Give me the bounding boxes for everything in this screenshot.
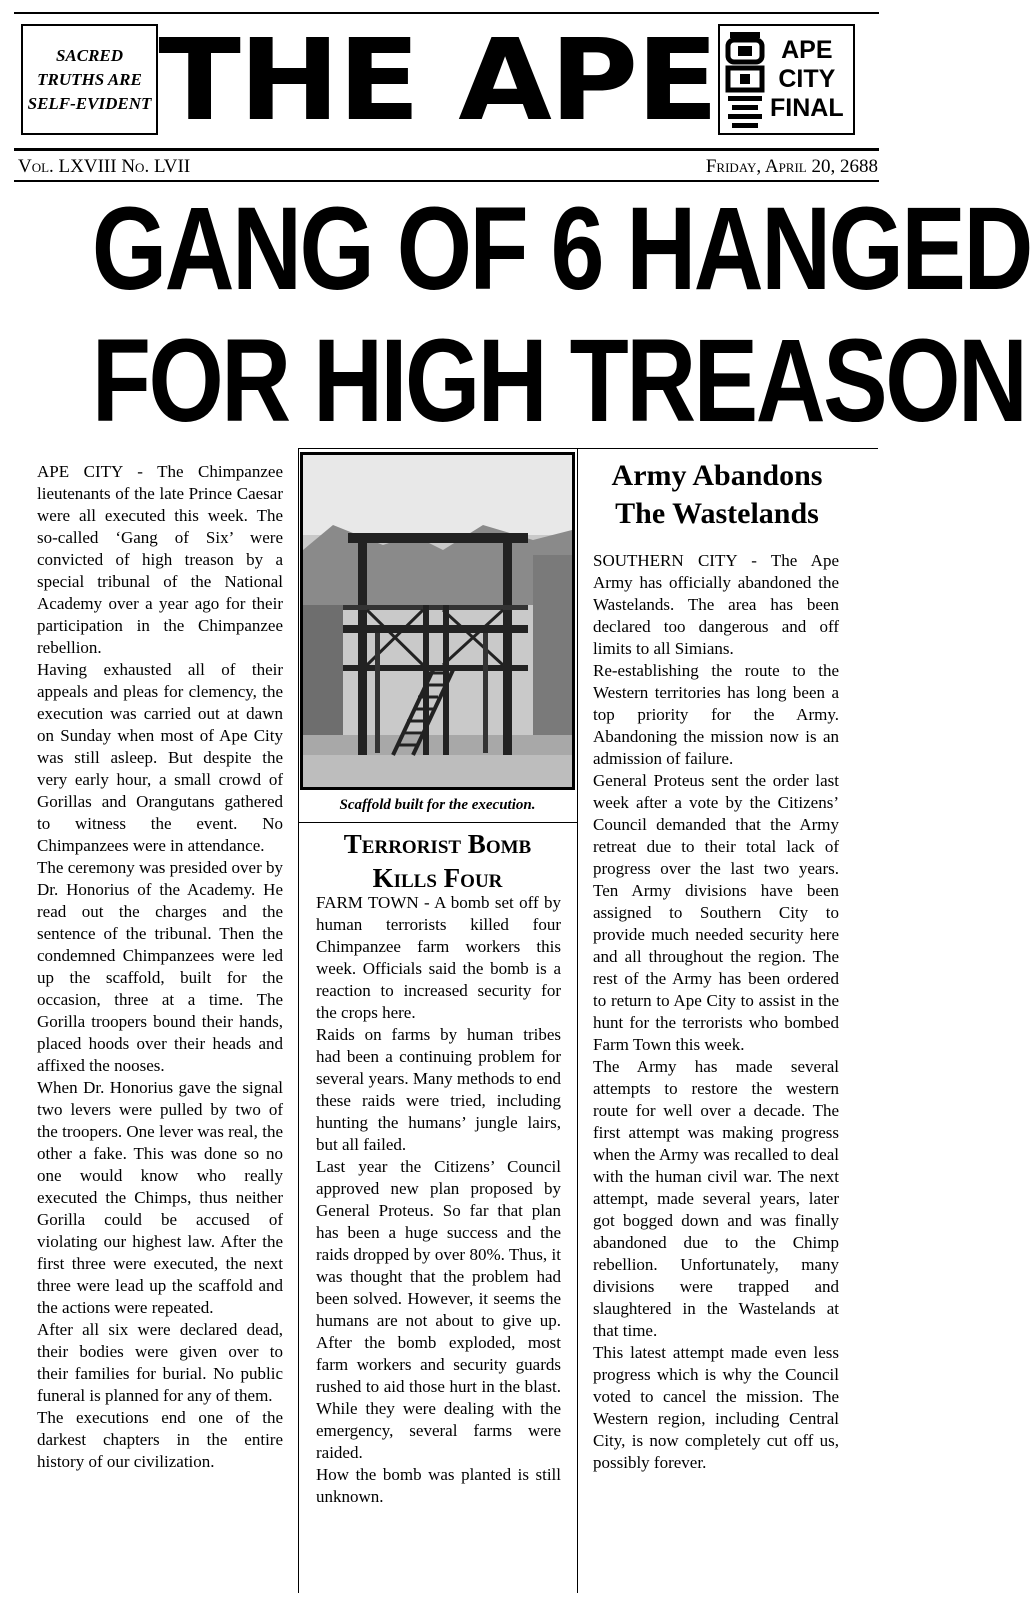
lead-story-paragraph: Having exhausted all of their appeals and pleas for clemency, the execution was carried out at dawn on Sunday when most of Ape City was still asleep. But despite the very early hour, a small crowd of Gorillas and Orangutans gathered to witness the event. No Chimpanzees were in attendance. [37,660,283,855]
masthead-rule [14,148,879,151]
second-story-paragraph: FARM TOWN - A bomb set off by human terrorists killed four Chimpanzee farm workers this week. Officials said the bomb is a reaction to increased security for the crops here. [316,893,561,1022]
photo-caption: Scaffold built for the execution. [339,797,536,813]
edition-line: FINAL [770,94,844,122]
motto-line: SELF-EVIDENT [27,93,152,113]
motto-box [21,24,158,135]
issue-date: Friday, April 20, 2688 [705,156,878,177]
motto-line: TRUTHS ARE [37,69,142,89]
lead-story-paragraph: After all six were declared dead, their bodies were given over to their families for burial. No public funeral is planned for any of them. [37,1320,283,1405]
third-story-paragraph: General Proteus sent the order last week after a vote by the Citizens’ Council demanded that the Army retreat due to their total lack of progress over the last two years. Ten Army divisions have been assigned to Southern City to provide much needed security here and all throughout the region. The rest of the Army has been ordered to return to Ape City to assist in the hunt for the terrorists who bombed Farm Town this week. [593,771,839,1054]
second-story-paragraph: Last year the Citizens’ Council approved new plan proposed by General Proteus. So far that plan has been a huge success and the raids dropped by over 80%. Thus, it was thought that the problem had been solved. However, it seems the humans are not about to give up. After the bomb exploded, most farm workers and security guards rushed to aid those hurt in the blast. While they were dealing with the emergency, several farms were raided. [316,1157,561,1462]
column-divider-left [298,448,299,1593]
third-story-headline [586,457,848,533]
second-story-paragraph: Raids on farms by human tribes had been a continuing problem for several years. Many methods to end these raids were tried, including hunting the humans’ jungle lairs, but all failed. [316,1025,561,1154]
edition-label [770,36,844,123]
dateline [18,155,878,179]
third-story-paragraph: SOUTHERN CITY - The Ape Army has officially abandoned the Wastelands. The area has been declared too dangerous and off limits to all Simians. [593,551,839,658]
lead-story-body [37,461,283,1473]
photo-section-rule [298,822,578,823]
edition-box [718,24,855,135]
lead-story-paragraph: APE CITY - The Chimpanzee lieutenants of the late Prince Caesar were all executed this week. The so-called ‘Gang of Six’ were convicted of high treason by a special tribunal of the National Academy over a year ago for their participation in the Chimpanzee rebellion. [37,462,283,657]
third-story-body [593,550,839,1474]
headline-line: Terrorist Bomb [343,829,532,859]
third-story-paragraph: Re-establishing the route to the Western territories has long been a top priority for the Army. Abandoning the mission now is an admission of failure. [593,661,839,768]
second-story-headline [305,827,570,895]
second-story-paragraph: How the bomb was planted is still unknown. [316,1465,561,1506]
second-story-body [316,892,561,1508]
motto-line: SACRED [55,45,124,65]
headline-line: The Wastelands [615,497,819,530]
third-story-paragraph: This latest attempt made even less progress which is why the Council voted to cancel the mission. The Western region, including Central City, is now completely cut off us, possibly forever. [593,1343,839,1472]
newspaper-title: THE APE [158,15,717,146]
headline-line: Kills Four [372,863,503,893]
dateline-rule [14,180,879,182]
top-rule [14,12,879,14]
headline-line: Army Abandons [611,459,823,492]
lead-story-paragraph: The ceremony was presided over by Dr. Honorius of the Academy. He read out the charges and the sentence of the tribunal. Then the condemned Chimpanzees were led up the scaffold, built for the occasion, three at a time. The Gorilla troopers bound their hands, placed hoods over their heads and affixed the nooses. [37,858,283,1075]
lead-story-paragraph: When Dr. Honorius gave the signal two levers were pulled by two of the troopers. One lever was real, the other a fake. This was done so no one would know who really executed the Chimps, thus neither Gorilla could be accused of violating our highest law. After the first three were executed, the next three were lead up the scaffold and the actions were repeated. [37,1078,283,1317]
scaffold-illustration [303,455,572,787]
column-divider-right [577,448,578,1593]
scaffold-photo [300,452,575,790]
ape-emblem-icon [726,30,764,130]
lead-story-paragraph: The executions end one of the darkest chapters in the entire history of our civilization. [37,1408,283,1471]
third-story-paragraph: The Army has made several attempts to restore the western route for well over a decade. The first attempt was making progress when the Army was recalled to deal with the human civil war. The next attempt, made several years, later got bogged down and was finally abandoned due to the Chimp rebellion. Unfortunately, many divisions were trapped and slaughtered in the Wastelands at that time. [593,1057,839,1340]
volume-number: Vol. LXVIII No. LVII [18,156,191,177]
edition-line: APE [781,36,833,64]
main-headline-line-2: FOR HIGH TREASON [91,315,1026,447]
headline-rule [298,448,878,449]
edition-line: CITY [778,65,836,93]
main-headline-line-1: GANG OF 6 HANGED [91,183,1031,315]
